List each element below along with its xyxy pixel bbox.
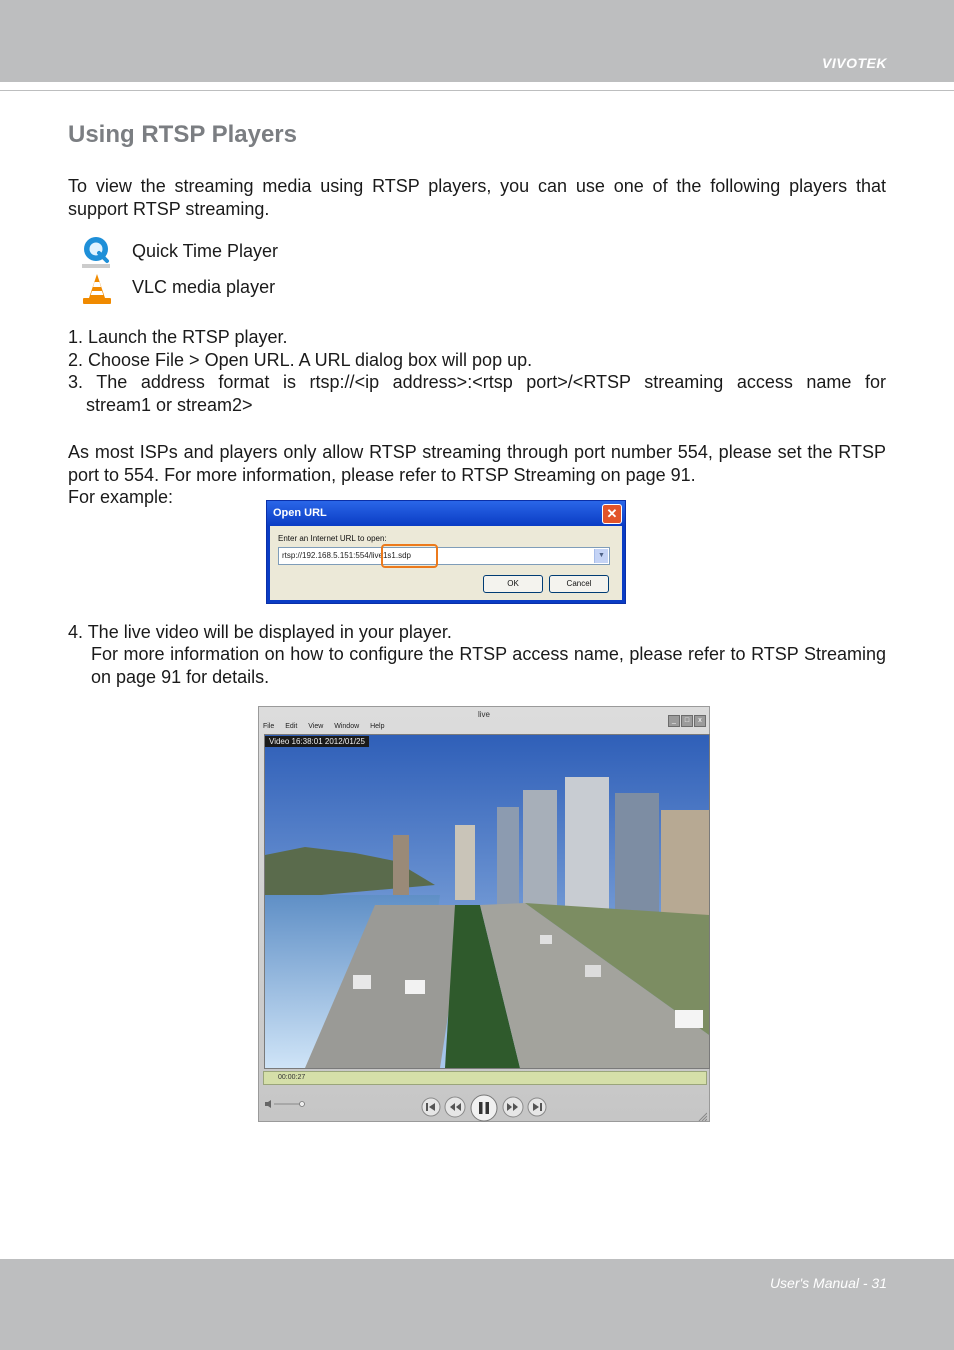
volume-slider[interactable] xyxy=(265,1100,305,1108)
player-label-quicktime: Quick Time Player xyxy=(132,241,279,261)
video-timestamp-overlay: Video 16:38:01 2012/01/25 xyxy=(265,736,369,747)
page-footer-bar xyxy=(0,1259,954,1350)
menu-help[interactable]: Help xyxy=(370,723,385,730)
step-2: 2. Choose File > Open URL. A URL dialog box will pop up. xyxy=(68,350,533,370)
open-url-dialog xyxy=(266,500,626,604)
brand-name: VIVOTEK xyxy=(822,55,887,71)
url-input-value: rtsp://192.168.5.151:554/live1s1.sdp xyxy=(282,551,411,560)
skip-back-icon[interactable] xyxy=(422,1098,440,1116)
playback-time: 00:00:27 xyxy=(278,1074,306,1081)
minimize-icon[interactable]: _ xyxy=(668,715,680,727)
maximize-icon[interactable]: □ xyxy=(681,715,693,727)
rewind-icon[interactable] xyxy=(445,1097,465,1117)
step-4: 4. The live video will be displayed in your player. xyxy=(68,622,452,642)
menu-file[interactable]: File xyxy=(263,723,275,730)
close-icon[interactable]: x xyxy=(694,715,706,727)
player-window-title: live xyxy=(477,710,490,719)
quicktime-player-window xyxy=(258,706,710,1122)
resize-grip-icon[interactable] xyxy=(697,1111,707,1121)
access-name-highlight xyxy=(381,544,438,568)
live-video-frame xyxy=(264,734,710,1069)
city-highway-image xyxy=(265,735,709,1068)
ok-button[interactable]: OK xyxy=(483,575,543,593)
section-title: Using RTSP Players xyxy=(68,121,297,148)
step-1: 1. Launch the RTSP player. xyxy=(68,327,288,347)
transport-buttons xyxy=(419,1093,549,1123)
window-buttons xyxy=(667,709,706,727)
player-label-vlc: VLC media player xyxy=(132,277,276,297)
intro-paragraph: To view the streaming media using RTSP players, you can use one of the following players that support RTSP streaming. xyxy=(68,176,886,219)
example-label: For example: xyxy=(68,487,174,507)
header-divider xyxy=(0,90,954,91)
step-3: 3. The address format is rtsp://<ip address>:<rtsp port>/<RTSP streaming access name for xyxy=(68,372,886,392)
fast-forward-icon[interactable] xyxy=(503,1097,523,1117)
page-header-bar xyxy=(0,0,954,82)
page-number: User's Manual - 31 xyxy=(769,1275,887,1291)
menu-edit[interactable]: Edit xyxy=(285,723,298,730)
player-controls xyxy=(259,1089,709,1123)
menu-view[interactable]: View xyxy=(308,723,324,730)
dialog-title: Open URL xyxy=(273,507,327,519)
quicktime-icon xyxy=(80,236,112,270)
dialog-prompt: Enter an Internet URL to open: xyxy=(278,534,387,543)
dialog-body xyxy=(270,526,622,600)
dialog-titlebar xyxy=(267,501,625,526)
port-note: As most ISPs and players only allow RTSP streaming through port number 554, please set the RTSP port to 554. For more information, please refer to RTSP Streaming on page 91. xyxy=(68,442,886,485)
player-menu-bar xyxy=(263,723,394,730)
player-status-bar xyxy=(263,1071,707,1085)
cancel-button[interactable]: Cancel xyxy=(549,575,609,593)
close-icon[interactable]: ✕ xyxy=(602,504,622,524)
menu-window[interactable]: Window xyxy=(334,723,360,730)
pause-icon[interactable] xyxy=(471,1095,497,1121)
vlc-cone-icon xyxy=(80,272,114,306)
url-input[interactable] xyxy=(278,547,610,565)
step-3-continued: stream1 or stream2> xyxy=(86,395,253,415)
chevron-down-icon[interactable]: ▼ xyxy=(594,549,608,563)
step-4-detail: For more information on how to configure the RTSP access name, please refer to RTSP Streaming on page 91 for details. xyxy=(91,644,886,687)
skip-forward-icon[interactable] xyxy=(528,1098,546,1116)
